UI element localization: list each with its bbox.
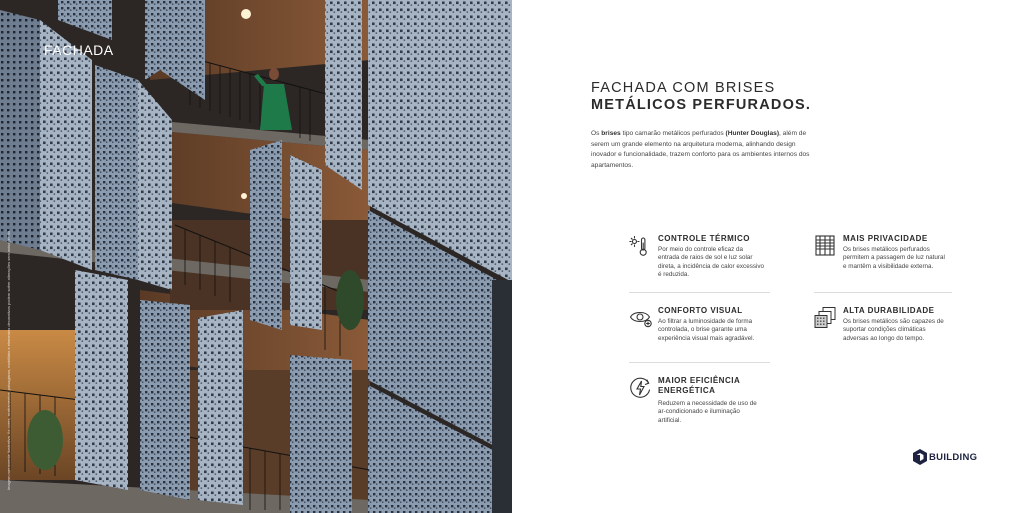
divider-left-1 [629, 292, 770, 293]
feature-durability-desc: Os brises metálicos são capazes de suportar condições climáticas adversas ao longo do tempo. [843, 318, 944, 342]
feature-energy-title-2: ENERGÉTICA [658, 386, 716, 395]
page-heading [591, 80, 811, 113]
feature-privacy-title: MAIS PRIVACIDADE [843, 234, 928, 243]
intro-text-3: , além de serem um grande elemento na arquitetura moderna, alinhando design inovador e funcionalidade, trazem conforto para os ambientes internos dos apartamentos. [591, 130, 810, 169]
logo-text: BUILDING [929, 451, 978, 463]
heading-line-1: FACHADA COM BRISES [591, 80, 776, 96]
legal-disclaimer: Imagem meramente ilustrativa. As cores, acabamentos, paisagismo, mobiliário e elementos decorativos podem sofrer alterações sem aviso prévio. [6, 229, 11, 490]
energy-bolt-icon [629, 376, 653, 400]
stacked-panels-icon [814, 306, 838, 330]
eye-icon [629, 306, 653, 330]
divider-left-2 [629, 362, 770, 363]
feature-thermal-title: CONTROLE TÉRMICO [658, 234, 750, 243]
building-logo [913, 449, 977, 465]
photo-label: FACHADA [44, 42, 114, 58]
feature-energy-desc: Reduzem a necessidade de uso de ar-condicionado e iluminação artificial. [658, 400, 757, 424]
feature-visual-comfort [629, 306, 779, 356]
feature-durability-title: ALTA DURABILIDADE [843, 306, 935, 315]
intro-text-1: Os [591, 130, 602, 137]
window-blind-icon [814, 234, 838, 258]
thermometer-sun-icon [629, 234, 653, 258]
building-hexagon-icon [913, 449, 927, 465]
heading-line-2: METÁLICOS PERFURADOS. [591, 97, 812, 113]
feature-energy-title-1: MAIOR EFICIÊNCIA [658, 376, 741, 385]
feature-privacy-desc: Os brises metálicos perfurados permitem a passagem de luz natural e mantêm a visibilidade externa. [843, 246, 945, 270]
feature-energy-efficiency [629, 376, 779, 436]
intro-bold-brand: (Hunter Douglas) [725, 130, 780, 137]
feature-durability [814, 306, 954, 356]
feature-privacy [814, 234, 954, 284]
feature-visual-desc: Ao filtrar a luminosidade de forma controlada, o brise garante uma experiência visual mais agradável. [658, 318, 755, 342]
intro-paragraph [591, 129, 816, 171]
intro-bold-brises: brises [601, 130, 621, 137]
divider-right-1 [814, 292, 952, 293]
feature-visual-title: CONFORTO VISUAL [658, 306, 743, 315]
intro-text-2: tipo camarão metálicos perfurados [620, 130, 726, 137]
feature-thermal-control [629, 234, 779, 284]
feature-thermal-desc: Por meio do controle eficaz da entrada de raios de sol e luz solar direta, a incidência de calor excessivo é reduzida. [658, 246, 765, 279]
